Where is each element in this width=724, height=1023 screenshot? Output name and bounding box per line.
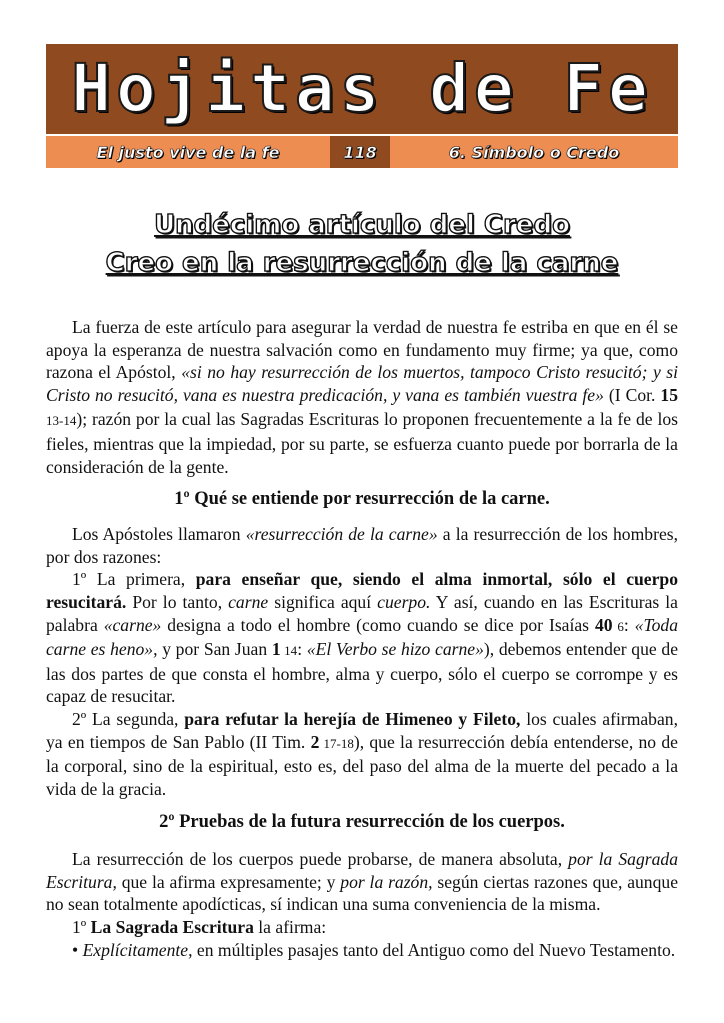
header-title: Hojitas de Fe [71, 50, 653, 127]
title-line-2: Creo en la resurrección de la carne [105, 248, 619, 278]
header-motto: El justo vive de la fe [96, 142, 280, 162]
header-banner [46, 44, 678, 134]
intro-paragraph: La fuerza de este artículo para asegurar la verdad de nuestra fe estriba en que en él se apoya la esperanza de nuestra salvación como en fundamento muy firme; ya que, como razona el Apóstol, «si no hay resurrección de los muertos, tampoco Cristo resucitó; y si Cristo no resucitó, vana es nuestra predicación, y vana es también vuestra fe» (I Cor. 15 13-14); razón por la cual las Sagradas Escrituras lo proponen frecuentemente a la fe de los fieles, mientras que la impiedad, por su parte, se esfuerza cuanto puede por borrarla de la consideración de la gente. [46, 317, 678, 477]
paragraph: 2º La segunda, para refutar la herejía de Himeneo y Fileto, los cuales afirmaban, ya en tiempos de San Pablo (II Tim. 2 17-18), que la resurrección debía entenderse, no de la corporal, sino de la espiritual, esto es, del paso del alma de la muerte del pecado a la vida de la gracia. [46, 708, 678, 799]
header-left-cell [46, 136, 330, 168]
page-header [46, 44, 678, 168]
paragraph: • Explícitamente, en múltiples pasajes tanto del Antiguo como del Nuevo Testamento. [72, 939, 676, 960]
paragraph: La resurrección de los cuerpos puede probarse, de manera absoluta, por la Sagrada Escritura, que la afirma expresamente; y por la razón, según ciertas razones que, aunque no sean totalmente apodícticas, sí indican una suma conveniencia de la misma. [46, 849, 679, 915]
paragraph: Los Apóstoles llamaron «resurrección de la carne» a la resurrección de los hombres, por dos razones: [46, 524, 678, 567]
header-series: 6. Símbolo o Credo [448, 142, 620, 162]
header-number-cell [330, 136, 390, 168]
article-body [46, 316, 678, 961]
header-strip [46, 136, 678, 168]
paragraph: 1º La Sagrada Escritura la afirma: [72, 917, 327, 938]
title-line-1: Undécimo artículo del Credo [154, 210, 570, 240]
header-right-cell [390, 136, 678, 168]
page-title [46, 206, 678, 282]
paragraph: 1º La primera, para enseñar que, siendo el alma inmortal, sólo el cuerpo resucitará. Por lo tanto, carne significa aquí cuerpo. Y así, cuando en las Escrituras la palabra «carne» designa a todo el hombre (como cuando se dice por Isaías 40 6: «Toda carne es heno», y por San Juan 1 14: «El Verbo se hizo carne»), debemos entender que de las dos partes de que consta el hombre, alma y cuerpo, sólo el cuerpo se corrompe y es capaz de resucitar. [46, 569, 679, 707]
section-heading: 2º Pruebas de la futura resurrección de los cuerpos. [159, 812, 565, 833]
quote: «si no hay resurrección de los muertos, tampoco Cristo resucitó; y si Cristo no resucitó, vana es nuestra predicación, y vana es también vuestra fe» [46, 362, 678, 405]
section-heading: 1º Qué se entiende por resurrección de la carne. [174, 489, 550, 510]
issue-number: 118 [343, 142, 377, 162]
